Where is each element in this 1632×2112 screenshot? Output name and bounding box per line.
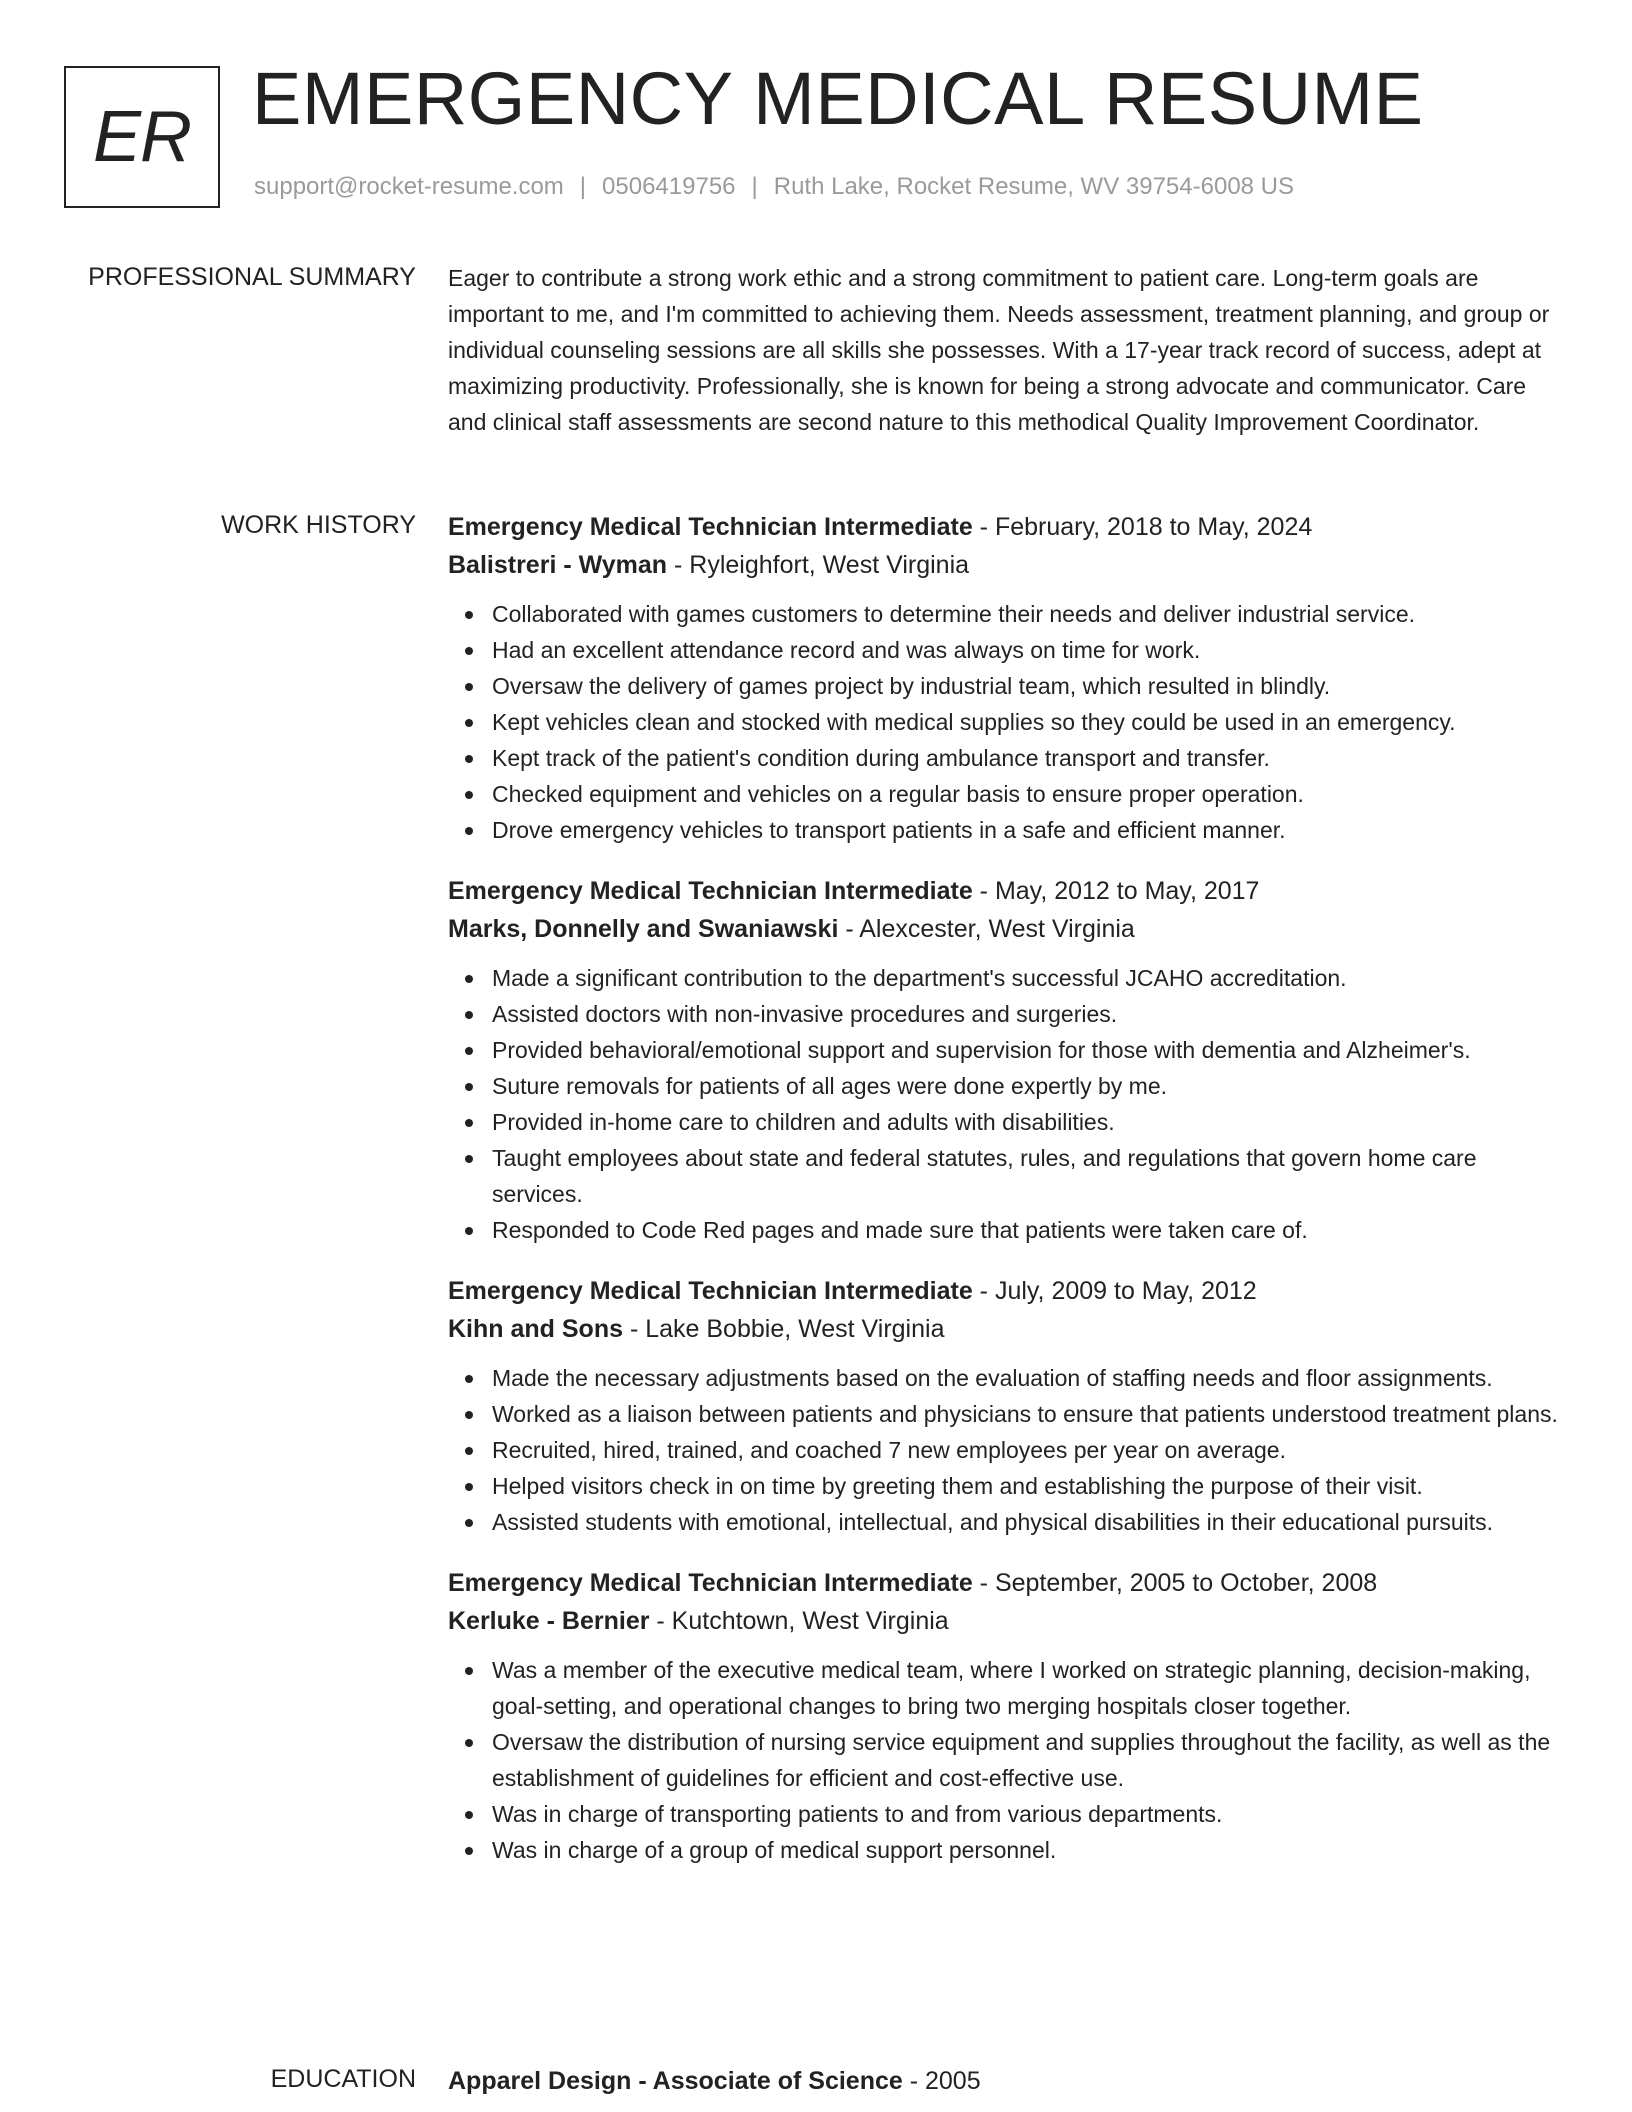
job-company-line <box>448 546 1566 584</box>
job-title-line <box>448 1272 1566 1310</box>
education-body <box>448 2062 1566 2100</box>
job-bullets <box>448 960 1566 1248</box>
job-location: - Lake Bobbie, West Virginia <box>623 1315 945 1343</box>
contact-address: Ruth Lake, Rocket Resume, WV 39754-6008 US <box>773 173 1295 200</box>
list-item: Helped visitors check in on time by greeting them and establishing the purpose of their visit. <box>492 1468 1566 1504</box>
job-company: Balistreri - Wyman <box>448 551 668 579</box>
job-location: - Ryleighfort, West Virginia <box>667 551 970 579</box>
summary-heading: PROFESSIONAL SUMMARY <box>88 263 416 291</box>
job-bullets <box>448 1360 1566 1540</box>
education-heading: EDUCATION <box>270 2065 416 2093</box>
contact-email[interactable]: support@rocket-resume.com <box>254 173 564 200</box>
job-dates: - September, 2005 to October, 2008 <box>972 1569 1378 1597</box>
job-title: Emergency Medical Technician Intermediate <box>448 877 973 905</box>
job-company-line <box>448 1602 1566 1640</box>
education-year: - 2005 <box>902 2067 981 2095</box>
job-bullets <box>448 1652 1566 1868</box>
job-location: - Kutchtown, West Virginia <box>649 1607 949 1635</box>
list-item: Was in charge of a group of medical support personnel. <box>492 1832 1566 1868</box>
job-title-line <box>448 872 1566 910</box>
list-item: Kept track of the patient's condition during ambulance transport and transfer. <box>492 740 1566 776</box>
list-item: Made the necessary adjustments based on the evaluation of staffing needs and floor assignments. <box>492 1360 1566 1396</box>
job-title: Emergency Medical Technician Intermediate <box>448 513 973 541</box>
list-item: Assisted students with emotional, intellectual, and physical disabilities in their educational pursuits. <box>492 1504 1566 1540</box>
job-title: Emergency Medical Technician Intermediate <box>448 1277 973 1305</box>
list-item: Was a member of the executive medical team, where I worked on strategic planning, decision-making, goal-setting, and operational changes to bring two merging hospitals closer together. <box>492 1652 1566 1724</box>
contact-separator: | <box>579 173 587 200</box>
list-item: Checked equipment and vehicles on a regular basis to ensure proper operation. <box>492 776 1566 812</box>
education-degree-line <box>448 2062 1566 2100</box>
list-item: Provided in-home care to children and adults with disabilities. <box>492 1104 1566 1140</box>
list-item: Taught employees about state and federal statutes, rules, and regulations that govern home care services. <box>492 1140 1566 1212</box>
job-company-line <box>448 910 1566 948</box>
job-dates: - July, 2009 to May, 2012 <box>972 1277 1257 1305</box>
work-history-heading: WORK HISTORY <box>221 511 416 539</box>
list-item: Collaborated with games customers to determine their needs and deliver industrial service. <box>492 596 1566 632</box>
list-item: Worked as a liaison between patients and physicians to ensure that patients understood treatment plans. <box>492 1396 1566 1432</box>
job-location: - Alexcester, West Virginia <box>838 915 1135 943</box>
job-title-line <box>448 1564 1566 1602</box>
list-item: Was in charge of transporting patients to and from various departments. <box>492 1796 1566 1832</box>
list-item: Provided behavioral/emotional support and supervision for those with dementia and Alzheimer's. <box>492 1032 1566 1068</box>
job-entry <box>448 508 1566 848</box>
job-entry <box>448 1272 1566 1540</box>
list-item: Made a significant contribution to the department's successful JCAHO accreditation. <box>492 960 1566 996</box>
list-item: Oversaw the distribution of nursing service equipment and supplies throughout the facility, as well as the establishment of guidelines for efficient and cost-effective use. <box>492 1724 1566 1796</box>
list-item: Suture removals for patients of all ages were done expertly by me. <box>492 1068 1566 1104</box>
list-item: Drove emergency vehicles to transport patients in a safe and efficient manner. <box>492 812 1566 848</box>
job-entry <box>448 872 1566 1248</box>
job-entry <box>448 1564 1566 1868</box>
resume-title: EMERGENCY MEDICAL RESUME <box>252 57 1424 140</box>
contact-phone[interactable]: 0506419756 <box>602 173 736 200</box>
job-company: Kihn and Sons <box>448 1315 623 1343</box>
list-item: Kept vehicles clean and stocked with medical supplies so they could be used in an emergency. <box>492 704 1566 740</box>
job-dates: - May, 2012 to May, 2017 <box>972 877 1260 905</box>
list-item: Recruited, hired, trained, and coached 7 new employees per year on average. <box>492 1432 1566 1468</box>
list-item: Assisted doctors with non-invasive procedures and surgeries. <box>492 996 1566 1032</box>
contact-line <box>254 173 1294 201</box>
job-title: Emergency Medical Technician Intermediate <box>448 1569 973 1597</box>
list-item: Responded to Code Red pages and made sure that patients were taken care of. <box>492 1212 1566 1248</box>
job-company-line <box>448 1310 1566 1348</box>
contact-separator: | <box>751 173 758 200</box>
monogram-logo: ER <box>64 66 220 208</box>
summary-body <box>448 260 1566 440</box>
job-title-line <box>448 508 1566 546</box>
work-history-body <box>448 508 1566 1892</box>
list-item: Had an excellent attendance record and was always on time for work. <box>492 632 1566 668</box>
job-company: Marks, Donnelly and Swaniawski <box>448 915 839 943</box>
summary-text: Eager to contribute a strong work ethic and a strong commitment to patient care. Long-term goals are important to me, and I'm committed to achieving them. Needs assessment, treatment planning, and group or individual counseling sessions are all skills she possesses. With a 17-year track record of success, adept at maximizing productivity. Professionally, she is known for being a strong advocate and communicator. Care and clinical staff assessments are second nature to this methodical Quality Improvement Coordinator. <box>448 265 1550 435</box>
education-degree: Apparel Design - Associate of Science <box>448 2067 903 2095</box>
job-bullets <box>448 596 1566 848</box>
job-dates: - February, 2018 to May, 2024 <box>972 513 1313 541</box>
job-company: Kerluke - Bernier <box>448 1607 650 1635</box>
list-item: Oversaw the delivery of games project by industrial team, which resulted in blindly. <box>492 668 1566 704</box>
